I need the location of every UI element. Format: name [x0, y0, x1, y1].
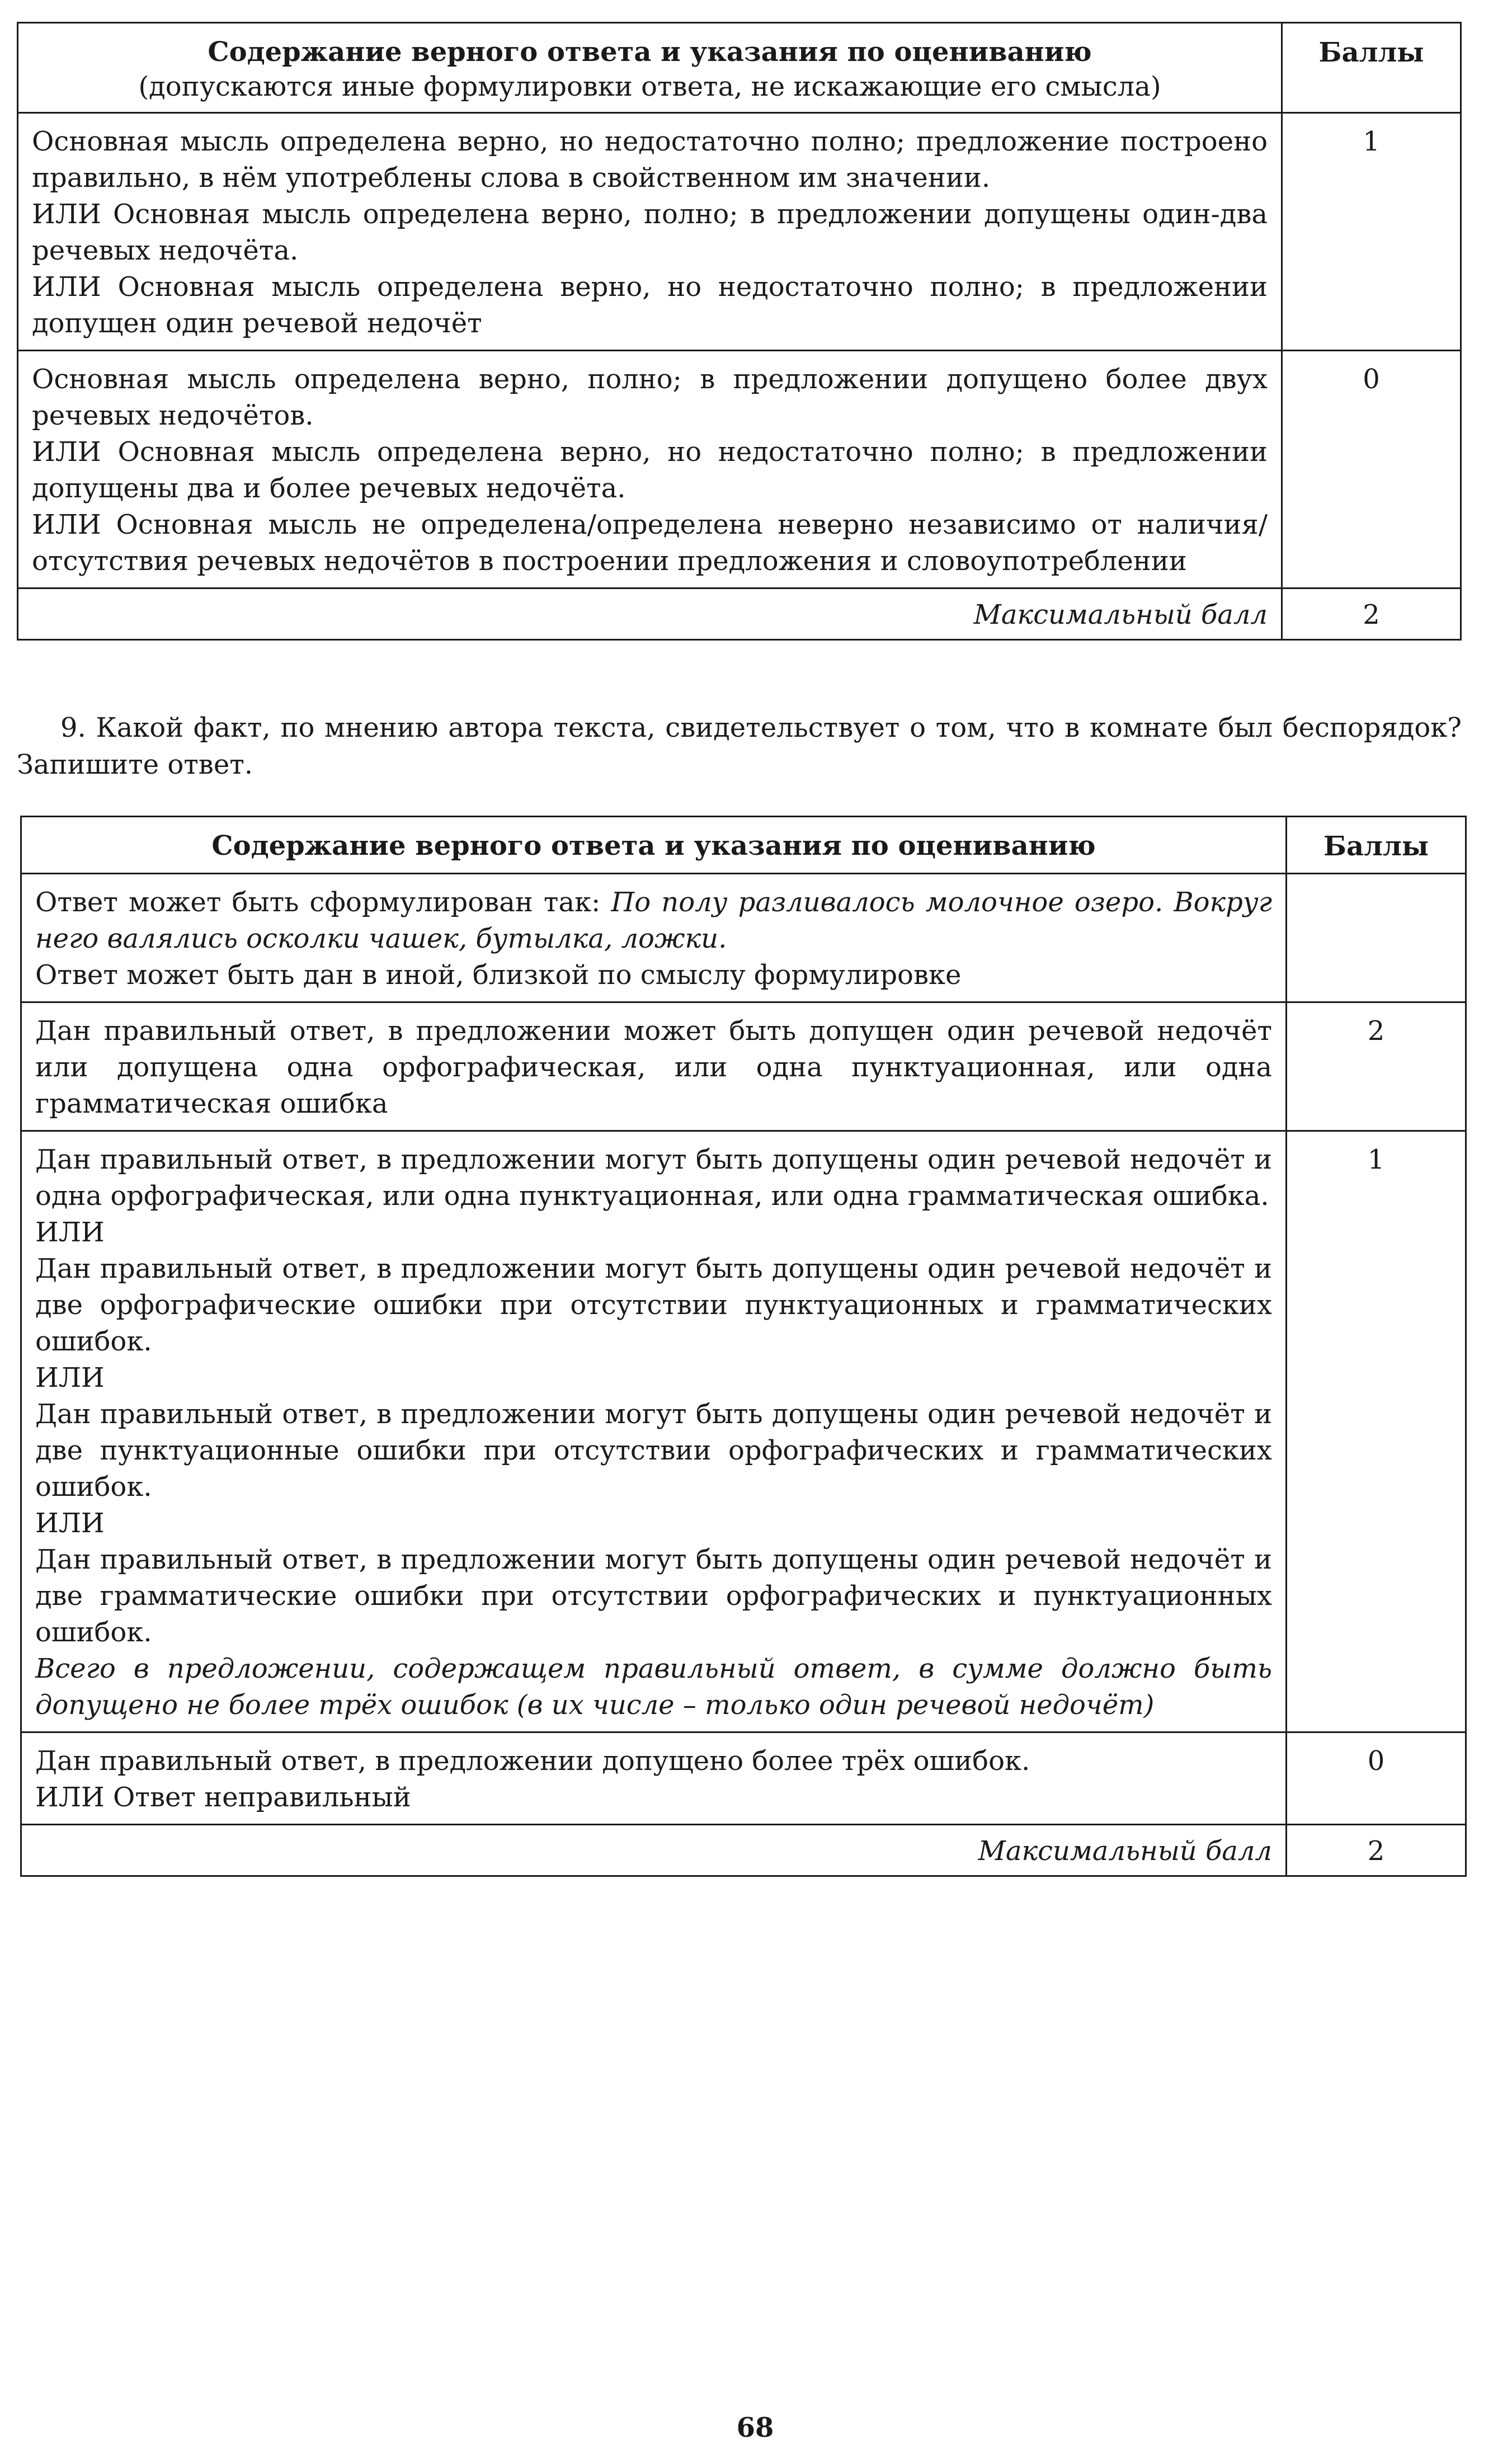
- criteria-cell: [21, 1131, 1287, 1732]
- criteria-line: ИЛИ Ответ неправильный: [35, 1782, 411, 1813]
- answer-note: Ответ может быть дан в иной, близкой по смыслу формулировке: [35, 959, 962, 991]
- score-cell: [1287, 874, 1466, 1002]
- table-row: [18, 351, 1461, 588]
- max-score-row: [18, 588, 1461, 640]
- score-column-header: Баллы: [1287, 817, 1466, 874]
- score-cell: 1: [1282, 113, 1461, 351]
- answer-cell: [21, 874, 1287, 1002]
- score-cell: 0: [1287, 1732, 1466, 1825]
- model-answer: По полу разливалось молочное озеро. Вокруг него валялись осколки чашек, бутылка, ложки.: [35, 887, 1273, 954]
- score-column-header: Баллы: [1282, 23, 1461, 113]
- question-9-text: 9. Какой факт, по мнению автора текста, свидетельствует о том, что в комнате был беспорядок? Запишите ответ.: [17, 712, 1462, 780]
- criteria-line: Дан правильный ответ, в предложении допущено более трёх ошибок.: [35, 1745, 1030, 1777]
- grading-table-task-9: [20, 816, 1467, 1877]
- score-cell: 2: [1287, 1002, 1466, 1131]
- max-score-value: 2: [1282, 588, 1461, 640]
- table-row: [21, 1732, 1466, 1825]
- score-cell: 1: [1287, 1131, 1466, 1732]
- criteria-line: ИЛИ Основная мысль определена верно, но недостаточно полно; в предложении допущены два и более речевых недочёта.: [32, 436, 1268, 504]
- content-header-title: Содержание верного ответа и указания по оцениванию: [208, 36, 1092, 68]
- criteria-cell: [18, 351, 1282, 588]
- or-separator: ИЛИ: [35, 1362, 105, 1393]
- content-column-header: [18, 23, 1282, 113]
- table-row: [21, 1002, 1466, 1131]
- table-header-row: [18, 23, 1461, 113]
- or-separator: ИЛИ: [35, 1508, 105, 1539]
- criteria-line: ИЛИ Основная мысль не определена/определена неверно независимо от наличия/отсутствия речевых недочётов в построении предложения и словоупотреблении: [32, 509, 1268, 577]
- max-score-label: Максимальный балл: [21, 1825, 1287, 1876]
- max-score-value: 2: [1287, 1825, 1466, 1876]
- criteria-paragraph: Дан правильный ответ, в предложении могут быть допущены один речевой недочёт и две грамматические ошибки при отсутствии орфографических и пунктуационных ошибок.: [35, 1544, 1272, 1648]
- criteria-paragraph: Дан правильный ответ, в предложении могут быть допущены один речевой недочёт и две орфографические ошибки при отсутствии пунктуационных и грамматических ошибок.: [35, 1253, 1272, 1357]
- criteria-line: ИЛИ Основная мысль определена верно, полно; в предложении допущены один-два речевых недочёта.: [32, 199, 1268, 266]
- criteria-line: ИЛИ Основная мысль определена верно, но недостаточно полно; в предложении допущен один речевой недочёт: [32, 271, 1268, 339]
- grading-table-task-8: [17, 22, 1462, 641]
- table-row: [21, 874, 1466, 1002]
- criteria-cell: Дан правильный ответ, в предложении может быть допущен один речевой недочёт или допущена одна орфографическая, или одна пунктуационная, или одна грамматическая ошибка: [21, 1002, 1287, 1131]
- criteria-paragraph: Дан правильный ответ, в предложении могут быть допущены один речевой недочёт и одна орфографическая, или одна пунктуационная, или одна грамматическая ошибка.: [35, 1144, 1272, 1212]
- criteria-note: Всего в предложении, содержащем правильный ответ, в сумме должно быть допущено не более трёх ошибок (в их числе – только один речевой недочёт): [35, 1653, 1272, 1721]
- criteria-cell: [21, 1732, 1287, 1825]
- table-header-row: [21, 817, 1466, 874]
- table-row: [18, 113, 1461, 351]
- page-number: 68: [736, 2412, 774, 2443]
- or-separator: ИЛИ: [35, 1217, 105, 1248]
- max-score-label: Максимальный балл: [18, 588, 1282, 640]
- criteria-paragraph: Дан правильный ответ, в предложении могут быть допущены один речевой недочёт и две пунктуационные ошибки при отсутствии орфографических и грамматических ошибок.: [35, 1399, 1272, 1503]
- table-row: [21, 1131, 1466, 1732]
- criteria-line: Основная мысль определена верно, но недостаточно полно; предложение построено правильно, в нём употреблены слова в свойственном им значении.: [32, 126, 1268, 194]
- criteria-cell: [18, 113, 1282, 351]
- criteria-line: Основная мысль определена верно, полно; в предложении допущено более двух речевых недочётов.: [32, 364, 1268, 431]
- content-header-subtitle: (допускаются иные формулировки ответа, не искажающие его смысла): [138, 71, 1161, 102]
- answer-intro: Ответ может быть сформулирован так:: [35, 887, 611, 918]
- content-column-header: Содержание верного ответа и указания по оцениванию: [21, 817, 1287, 874]
- score-cell: 0: [1282, 351, 1461, 588]
- max-score-row: [21, 1825, 1466, 1876]
